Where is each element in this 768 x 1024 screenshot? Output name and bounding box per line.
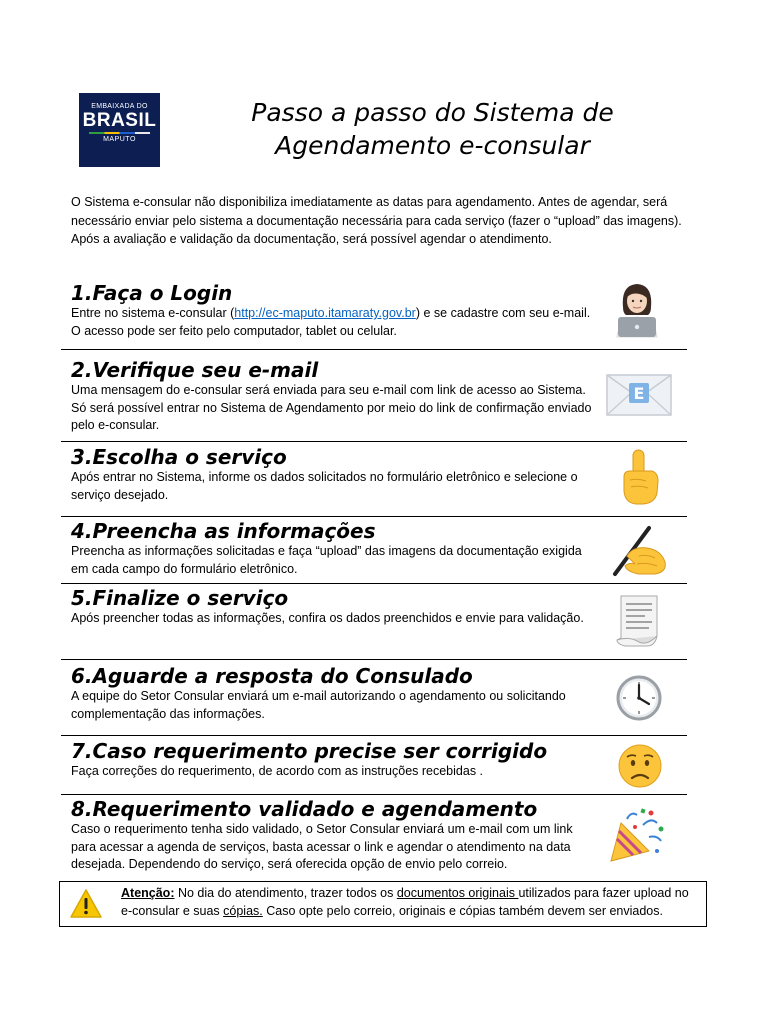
attention-text: Atenção: No dia do atendimento, trazer todos os documentos originais utilizados para fazer upload no e-consular e suas cópias. Caso opte pelo correio, originais e cópias também devem ser enviados.: [121, 886, 689, 918]
step-heading: 2.Verifique seu e-mail: [71, 358, 319, 382]
step-1: [71, 281, 599, 340]
party-popper-icon: [607, 805, 667, 865]
step-2: [71, 358, 599, 435]
step-text: Uma mensagem do e-consular será enviada para seu e-mail com link de acesso ao Sistema. Só será possível entrar no Sistema de Agendamento por meio do link de confirmação enviado pelo e-consular.: [71, 383, 592, 432]
step-text: Faça correções do requerimento, de acordo com as instruções recebidas .: [71, 764, 484, 778]
original-documents-text: documentos originais: [396, 886, 519, 900]
logo-line-1: EMBAIXADA DO: [91, 103, 148, 110]
step-text: Após preencher todas as informações, confira os dados preenchidos e envie para validação.: [71, 611, 584, 625]
step-heading: 7.Caso requerimento precise ser corrigido: [71, 739, 548, 763]
envelope-icon: [606, 365, 672, 425]
clock-icon: [609, 668, 669, 728]
page-title: [200, 96, 665, 162]
embassy-logo: [79, 93, 160, 167]
step-text: Preencha as informações solicitadas e faça “upload” das imagens da documentação exigida em cada campo do formulário eletrônico.: [71, 544, 582, 576]
step-3: [71, 445, 599, 504]
divider: [61, 516, 687, 517]
step-heading: 1.Faça o Login: [71, 281, 233, 305]
step-7: [71, 739, 599, 781]
step-text: Caso o requerimento tenha sido validado, o Setor Consular enviará um e-mail com um link para acessar a agenda de serviços, basta acessar o link e agendar o atendimento na data desejada. Dependendo do serviço, será oferecida opção de envio pelo correio.: [71, 822, 573, 871]
divider: [61, 441, 687, 442]
attention-label: Atenção:: [121, 886, 175, 900]
warning-icon: [69, 888, 103, 920]
copies-text: cópias.: [223, 903, 263, 918]
divider: [61, 349, 687, 350]
logo-line-2: BRASIL: [82, 110, 157, 131]
divider: [61, 659, 687, 660]
attention-box: [59, 881, 707, 927]
econsular-link[interactable]: http://ec-maputo.itamaraty.gov.br: [234, 306, 416, 320]
worried-face-icon: [610, 736, 670, 796]
step-text: Entre no sistema e-consular (http://ec-maputo.itamaraty.gov.br) e se cadastre com seu e-mail. O acesso pode ser feito pelo computador, tablet ou celular.: [71, 306, 591, 338]
receipt-icon: [609, 590, 669, 650]
step-heading: 8.Requerimento validado e agendamento: [71, 797, 538, 821]
step-8: [71, 797, 599, 874]
svg-text:E: E: [633, 384, 645, 403]
logo-flag-bar: [89, 132, 150, 134]
writing-hand-icon: [609, 522, 669, 582]
step-text: Após entrar no Sistema, informe os dados solicitados no formulário eletrônico e selecione o serviço desejado.: [71, 470, 578, 502]
divider: [61, 794, 687, 795]
logo-line-3: MAPUTO: [103, 136, 136, 143]
step-heading: 4.Preencha as informações: [71, 519, 376, 543]
step-heading: 3.Escolha o serviço: [71, 445, 287, 469]
divider: [61, 735, 687, 736]
title-line-1: Passo a passo do Sistema de: [251, 98, 614, 127]
divider: [61, 583, 687, 584]
person-laptop-icon: [607, 279, 667, 339]
step-6: [71, 664, 599, 723]
step-4: [71, 519, 599, 578]
intro-paragraph: O Sistema e-consular não disponibiliza imediatamente as datas para agendamento. Antes de agendar, será necessário enviar pelo sistema a documentação necessária para cada serviço (fazer o “upload” das imagens). Após a avaliação e validação da documentação, será possível agendar o atendimento.: [71, 195, 682, 246]
step-heading: 5.Finalize o serviço: [71, 586, 289, 610]
step-heading: 6.Aguarde a resposta do Consulado: [71, 664, 473, 688]
title-line-2: Agendamento e-consular: [275, 131, 590, 160]
step-text: A equipe do Setor Consular enviará um e-mail autorizando o agendamento ou solicitando complementação das informações.: [71, 689, 566, 721]
step-5: [71, 586, 599, 628]
pointing-finger-icon: [610, 447, 670, 507]
